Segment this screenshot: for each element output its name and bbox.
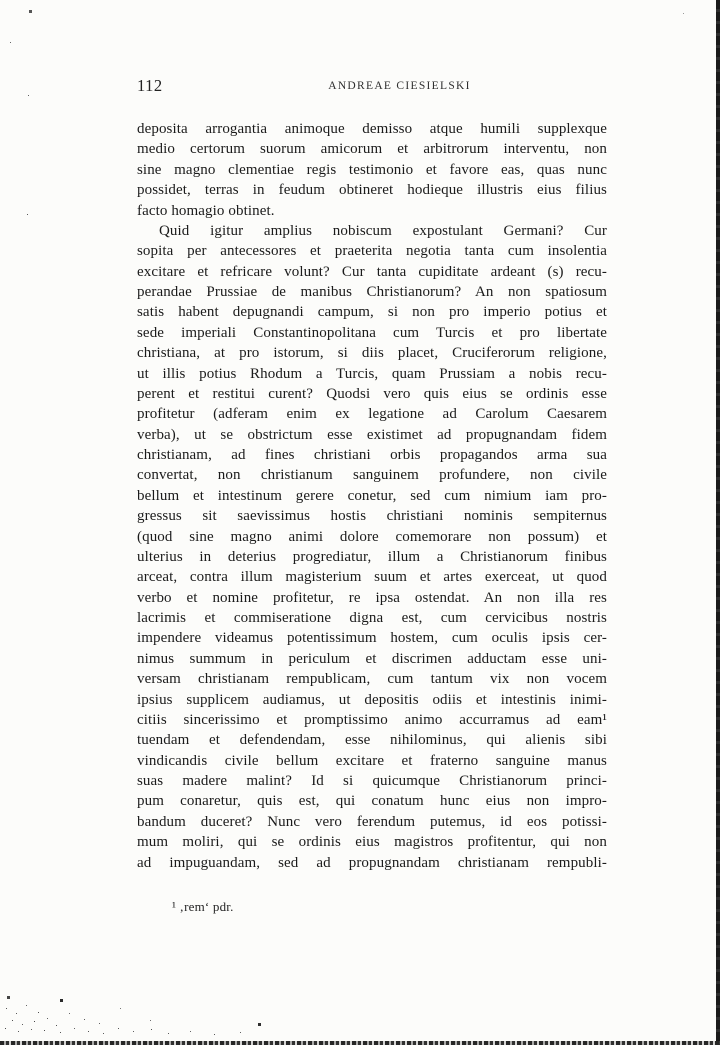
text-line: nimus summum in periculum et discrimen adductam esse uni- — [137, 650, 607, 667]
text-line: arceat, contra illum magisterium suum et artes exerceat, ut quod — [137, 569, 607, 586]
text-line: gressus sit saevissimus hostis christiani nominis sempiternus — [137, 508, 607, 525]
scan-edge-bottom — [0, 1041, 720, 1045]
text-line: ut illis potius Rhodum a Turcis, quam Prussiam a nobis recu- — [137, 365, 607, 382]
text-line: citiis sincerissimo et promptissimo animo accurramus ad eam¹ — [137, 711, 607, 728]
text-line: sine magno clementiae regis testimonio et favore eas, quas nunc — [137, 161, 607, 178]
text-line: Quid igitur amplius nobiscum expostulant Germani? Cur — [159, 222, 607, 239]
text-line: perandae Prussiae de manibus Christianorum? An non spatiosum — [137, 284, 607, 300]
text-line: sede imperiali Constantinopolitana cum Turcis et pro libertate — [137, 324, 607, 341]
text-line: ipsius supplicem audiamus, ut depositis odiis et intestinis inimi- — [137, 691, 607, 708]
text-line: versam christianam rempublicam, cum tantum vix non vocem — [137, 671, 607, 688]
text-line: christiana, at pro istorum, si diis placet, Cruciferorum religione, — [137, 345, 607, 362]
paragraph-1 — [137, 119, 607, 221]
text-line: verba), ut se obstrictum esse existimet ad propugnandam fidem — [137, 426, 607, 443]
text-line: convertat, non christianum sanguinem profundere, non civile — [137, 467, 607, 484]
text-line: satis habent depugnandi campum, si non pro imperio potius et — [137, 304, 607, 321]
text-line: possidet, terras in feudum obtineret hodieque illustris eius filius — [137, 182, 607, 199]
text-line: bellum et intestinum gerere conetur, sed cum nimium iam pro- — [137, 487, 607, 504]
text-line: impendere videamus potentissimum hostem, cum oculis ipsis cer- — [137, 630, 607, 647]
text-line: profitetur (adferam enim ex legatione ad Carolum Caesarem — [137, 406, 607, 423]
text-line: sopita per antecessores et praeterita negotia tanta cum insolentia — [137, 243, 607, 260]
text-line: lacrimis et commiseratione digna est, cum cervicibus nostris — [137, 610, 607, 626]
text-line: (quod sine magno animi dolore comemorare non possum) et — [137, 528, 607, 545]
text-line: tuendam et defendendam, esse nihilominus, qui alienis sibi — [137, 732, 607, 749]
text-line: medio certorum suorum amicorum et arbitrorum interventu, non — [137, 141, 607, 158]
scan-noise — [0, 0, 1, 1]
paragraph-2 — [137, 221, 607, 873]
text-line: suas madere malint? Id si quicumque Christianorum princi- — [137, 773, 607, 789]
text-line: verbo et nomine profitetur, re ipsa ostendat. An non illa res — [137, 589, 607, 606]
text-line: ad impuguandam, sed ad propugnandam christianam rempubli- — [137, 854, 607, 871]
text-line: perent et restitui curent? Quodsi vero quis eius se ordinis esse — [137, 385, 607, 402]
text-line: vindicandis civile bellum excitare et fraterno sanguine manus — [137, 752, 607, 769]
text-line: excitare et refricare volunt? Cur tanta cupiditate ardeant (s) recu- — [137, 263, 607, 280]
text-line: deposita arrogantia animoque demisso atque humili supplexque — [137, 121, 607, 137]
text-line: christianam, ad fines christiani orbis propagandos arma sua — [137, 447, 607, 463]
page-number: 112 — [137, 76, 163, 95]
footnote: ¹ ‚rem‘ pdr. — [172, 899, 234, 914]
page-header — [137, 76, 607, 98]
text-line: bandum duceret? Nunc vero ferendum putemus, id eos potissi- — [137, 813, 607, 830]
text-line: mum moliri, qui se ordinis eius magistros profitentur, qui non — [137, 834, 607, 851]
scan-edge-right — [716, 0, 720, 1045]
body-text — [137, 119, 607, 873]
running-head: ANDREAE CIESIELSKI — [328, 80, 471, 92]
text-line: facto homagio obtinet. — [137, 202, 275, 219]
text-line: ulterius in deterius progrediatur, illum a Christianorum finibus — [137, 548, 607, 565]
text-line: pum conaretur, quis est, qui conatum hunc eius non impro- — [137, 793, 607, 810]
